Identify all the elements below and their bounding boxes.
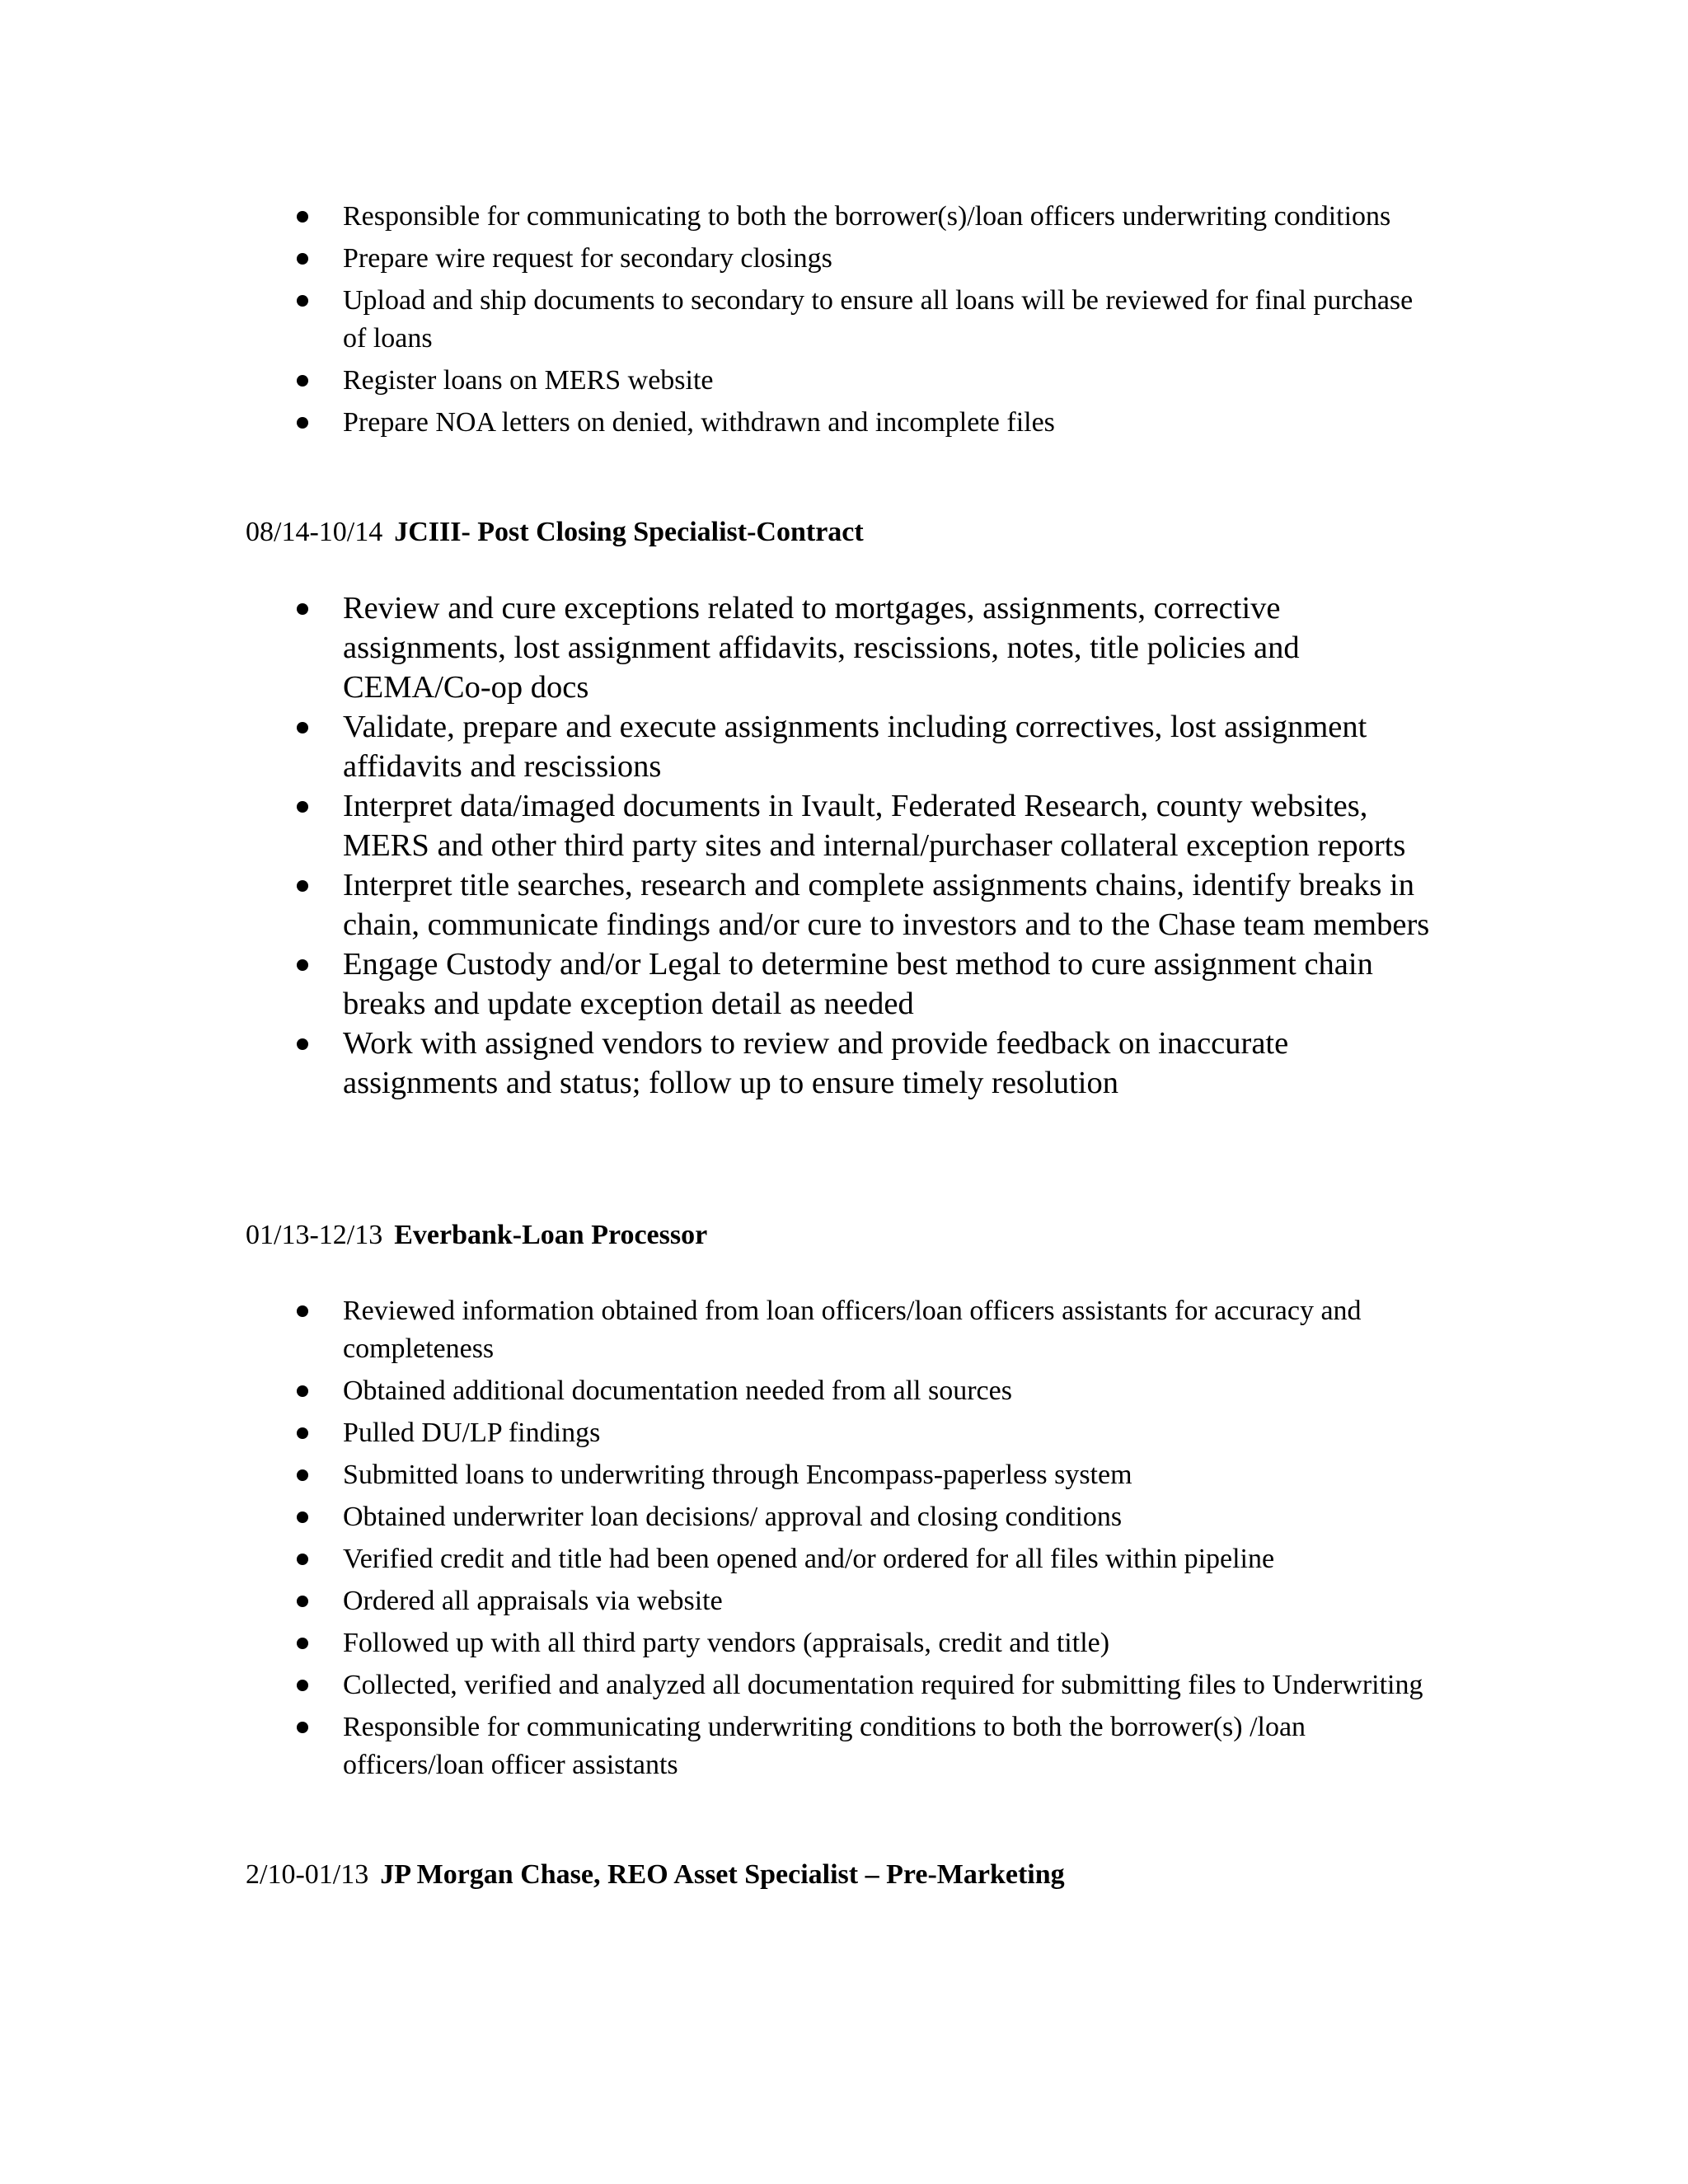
bullet-icon [297,1722,308,1733]
bullet-icon [297,1469,308,1481]
job-dates: 08/14-10/14 [246,517,383,547]
bullet-icon [297,801,308,813]
bullet-icon [297,959,308,971]
bullet-icon [297,1038,308,1050]
job-title: JCIII- Post Closing Specialist-Contract [394,517,864,547]
job-heading-jciii [246,513,864,551]
list-item: Work with assigned vendors to review and provide feedback on inaccurate assignments and status; follow up to ensure timely resolution [297,1024,1434,1103]
duties-list-1 [297,198,1434,446]
list-item: Followed up with all third party vendors (appraisals, credit and title) [297,1624,1434,1662]
bullet-icon [297,880,308,892]
bullet-icon [297,1596,308,1607]
list-item: Interpret data/imaged documents in Ivault, Federated Research, county websites, MERS and other third party sites and internal/purchaser collateral exception reports [297,786,1434,865]
bullet-icon [297,1427,308,1439]
list-item: Interpret title searches, research and complete assignments chains, identify breaks in chain, communicate findings and/or cure to investors and to the Chase team members [297,865,1434,944]
list-item: Pulled DU/LP findings [297,1414,1434,1452]
bullet-icon [297,1305,308,1317]
list-item: Prepare wire request for secondary closings [297,240,1434,278]
list-item: Verified credit and title had been opened and/or ordered for all files within pipeline [297,1540,1434,1578]
list-item: Upload and ship documents to secondary to ensure all loans will be reviewed for final purchase of loans [297,282,1434,358]
bullet-icon [297,1385,308,1397]
bullet-icon [297,1554,308,1565]
job-heading-everbank [246,1216,707,1254]
bullet-icon [297,1511,308,1523]
bullet-icon [297,211,308,223]
list-item: Engage Custody and/or Legal to determine best method to cure assignment chain breaks and update exception detail as needed [297,944,1434,1024]
bullet-icon [297,295,308,307]
list-item: Responsible for communicating to both the borrower(s)/loan officers underwriting conditions [297,198,1434,236]
duties-list-2 [297,588,1434,1103]
list-item: Obtained underwriter loan decisions/ approval and closing conditions [297,1498,1434,1536]
duties-list-3 [297,1292,1434,1788]
job-dates: 2/10-01/13 [246,1859,369,1890]
bullet-icon [297,1638,308,1649]
list-item: Collected, verified and analyzed all documentation required for submitting files to Underwriting [297,1666,1434,1704]
bullet-icon [297,603,308,615]
list-item: Reviewed information obtained from loan officers/loan officers assistants for accuracy and completeness [297,1292,1434,1368]
list-item: Prepare NOA letters on denied, withdrawn and incomplete files [297,404,1434,442]
job-title: JP Morgan Chase, REO Asset Specialist – Pre-Marketing [380,1859,1065,1890]
list-item: Responsible for communicating underwriting conditions to both the borrower(s) /loan officers/loan officer assistants [297,1708,1434,1784]
bullet-icon [297,253,308,265]
list-item: Ordered all appraisals via website [297,1582,1434,1620]
list-item: Obtained additional documentation needed from all sources [297,1372,1434,1410]
job-dates: 01/13-12/13 [246,1220,383,1250]
list-item: Register loans on MERS website [297,362,1434,400]
job-heading-jp-morgan-chase [246,1856,1065,1894]
list-item: Submitted loans to underwriting through Encompass-paperless system [297,1456,1434,1494]
bullet-icon [297,375,308,387]
list-item: Review and cure exceptions related to mortgages, assignments, corrective assignments, lost assignment affidavits, rescissions, notes, title policies and CEMA/Co-op docs [297,588,1434,707]
bullet-icon [297,722,308,733]
list-item: Validate, prepare and execute assignments including correctives, lost assignment affidavits and rescissions [297,707,1434,786]
bullet-icon [297,417,308,429]
job-title: Everbank-Loan Processor [394,1220,708,1250]
bullet-icon [297,1680,308,1691]
